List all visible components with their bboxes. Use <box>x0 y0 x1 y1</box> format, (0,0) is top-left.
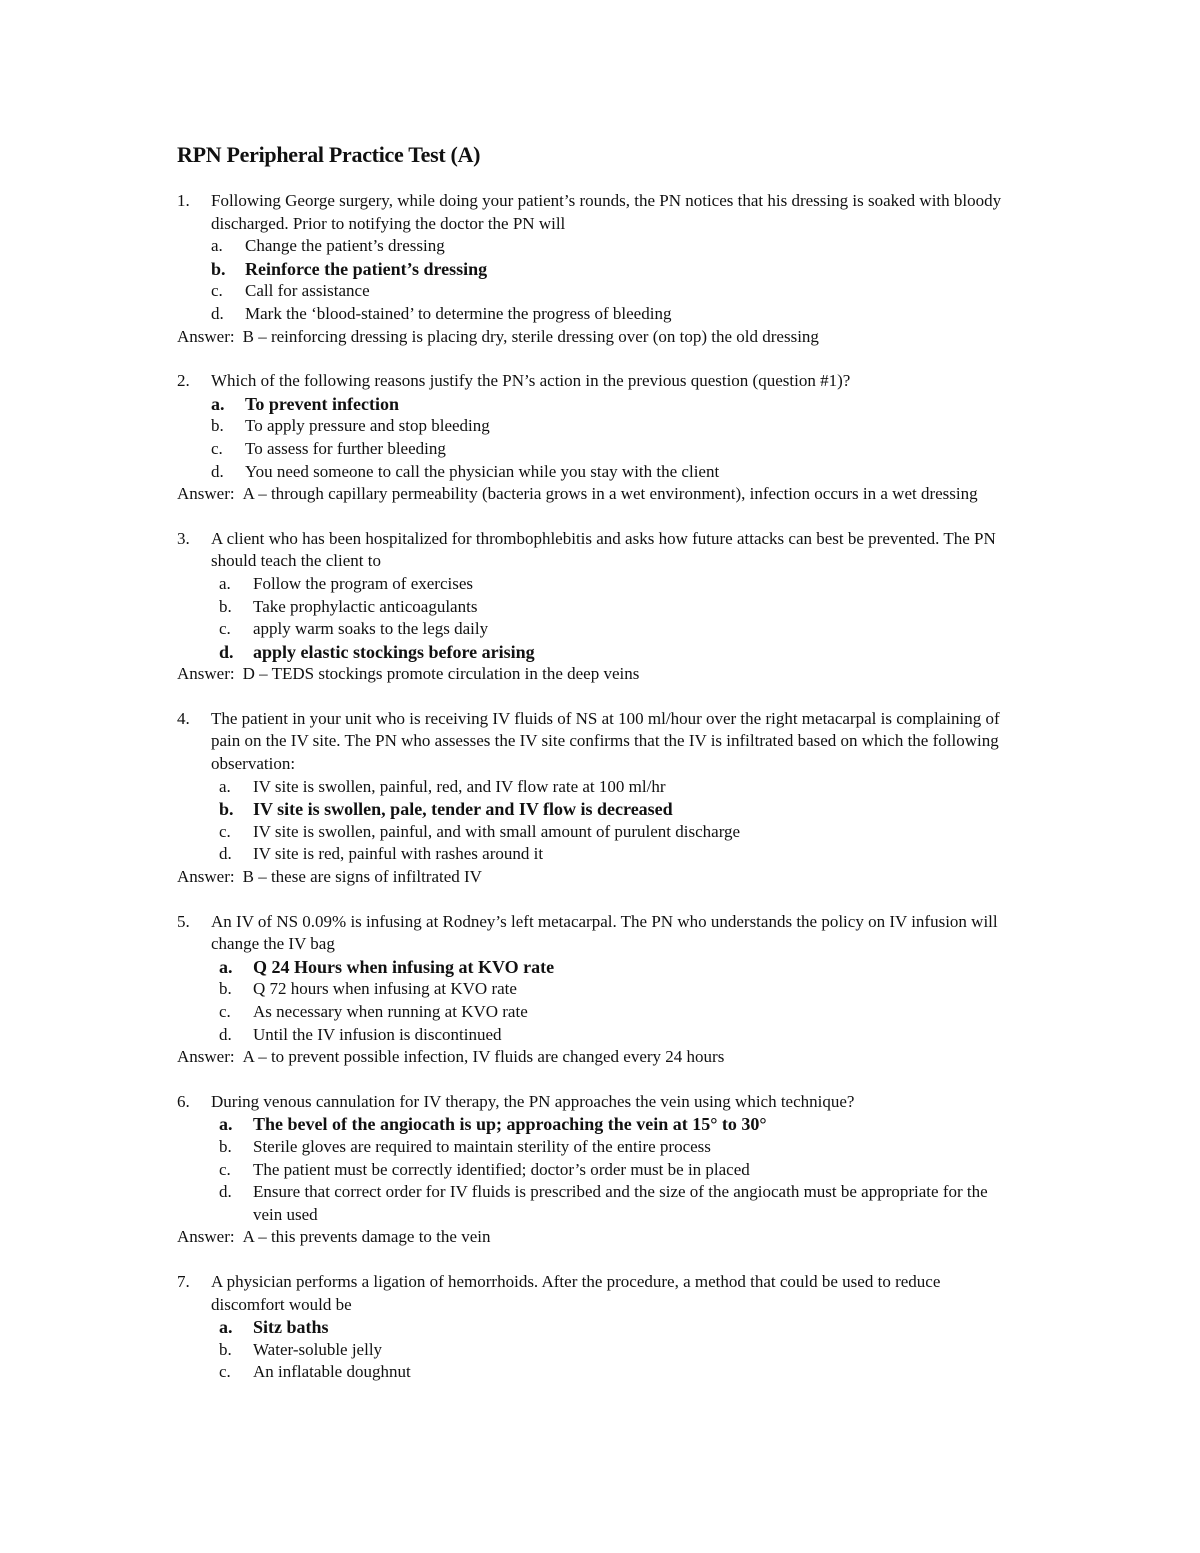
answer-text: D – TEDS stockings promote circulation in the deep veins <box>242 664 640 684</box>
option-text: apply elastic stockings before arising <box>253 641 535 662</box>
option-letter: a. <box>211 393 225 414</box>
option-letter: a. <box>219 573 231 593</box>
option-d <box>177 843 1017 866</box>
question-number: 4. <box>177 708 190 728</box>
answer-line <box>177 1046 1017 1069</box>
option-d <box>177 303 1017 326</box>
option-text: Reinforce the patient’s dressing <box>245 258 488 279</box>
option-letter: d. <box>211 461 224 481</box>
option-letter: b. <box>219 596 232 616</box>
question-number: 3. <box>177 528 190 548</box>
option-text: IV site is red, painful with rashes around it <box>253 844 544 864</box>
answer-label: Answer: <box>177 1047 235 1067</box>
question-number: 6. <box>177 1091 190 1111</box>
option-letter: c. <box>211 281 223 301</box>
option-c <box>177 1361 1017 1384</box>
question-7 <box>177 1271 1017 1384</box>
option-list <box>177 956 1017 1046</box>
question-text: A physician performs a ligation of hemorrhoids. After the procedure, a method that could be used to reduce discomfort would be <box>211 1271 941 1314</box>
option-letter: b. <box>219 799 234 820</box>
option-letter: b. <box>211 416 224 436</box>
option-letter: b. <box>219 1136 232 1156</box>
option-text: The patient must be correctly identified; doctor’s order must be in placed <box>253 1159 750 1179</box>
option-text: Water-soluble jelly <box>253 1339 383 1359</box>
option-text: Ensure that correct order for IV fluids is prescribed and the size of the angiocath must be appropriate for the vein used <box>253 1182 988 1224</box>
option-text: Sterile gloves are required to maintain sterility of the entire process <box>253 1136 711 1156</box>
option-text: Take prophylactic anticoagulants <box>253 596 478 616</box>
option-letter: c. <box>211 438 223 458</box>
option-letter: d. <box>219 641 234 662</box>
option-text: IV site is swollen, painful, and with small amount of purulent discharge <box>253 821 741 841</box>
option-letter: c. <box>219 1362 231 1382</box>
option-b <box>177 1339 1017 1362</box>
answer-label: Answer: <box>177 1227 235 1247</box>
option-d <box>177 1024 1017 1047</box>
option-list <box>177 573 1017 663</box>
answer-text: B – reinforcing dressing is placing dry, sterile dressing over (on top) the old dressing <box>242 326 819 346</box>
option-letter: d. <box>219 1024 232 1044</box>
question-number: 7. <box>177 1271 190 1291</box>
question-stem <box>177 1091 1017 1114</box>
question-number: 1. <box>177 191 190 210</box>
option-letter: a. <box>219 956 233 977</box>
option-letter: c. <box>219 619 231 639</box>
option-d-correct <box>177 641 1017 664</box>
option-letter: c. <box>219 821 231 841</box>
option-letter: a. <box>219 1114 233 1135</box>
question-1 <box>177 190 1017 348</box>
answer-line <box>177 1226 1017 1249</box>
answer-line <box>177 663 1017 686</box>
question-2 <box>177 370 1017 506</box>
option-a <box>177 573 1017 596</box>
option-a <box>177 235 1017 258</box>
option-text: To apply pressure and stop bleeding <box>245 416 490 436</box>
question-3 <box>177 528 1017 686</box>
option-text: The bevel of the angiocath is up; approaching the vein at 15° to 30° <box>253 1114 767 1135</box>
question-stem <box>177 528 1017 573</box>
question-text: An IV of NS 0.09% is infusing at Rodney’s left metacarpal. The PN who understands the policy on IV infusion will change the IV bag <box>211 911 998 954</box>
answer-text: B – these are signs of infiltrated IV <box>242 867 482 887</box>
question-6 <box>177 1091 1017 1249</box>
option-letter: b. <box>219 1339 232 1359</box>
answer-line <box>177 866 1017 889</box>
answer-line <box>177 326 1017 349</box>
option-list <box>177 235 1017 325</box>
option-a-correct <box>177 1316 1017 1339</box>
option-b <box>177 978 1017 1001</box>
answer-line <box>177 483 1017 506</box>
answer-label: Answer: <box>177 867 235 887</box>
option-letter: c. <box>219 1002 231 1021</box>
option-a-correct <box>177 1113 1017 1136</box>
option-letter: a. <box>219 776 231 796</box>
option-text: Sitz baths <box>253 1317 329 1338</box>
option-letter: b. <box>211 258 226 279</box>
option-text: To prevent infection <box>245 393 400 414</box>
option-b <box>177 1136 1017 1159</box>
question-number: 2. <box>177 371 190 391</box>
option-c <box>177 1001 1017 1024</box>
question-text: The patient in your unit who is receiving IV fluids of NS at 100 ml/hour over the right metacarpal is complaining of pain on the IV site. The PN who assesses the IV site confirms that the IV is infiltrated based on which the following observation: <box>211 708 1000 774</box>
answer-label: Answer: <box>177 326 235 346</box>
option-a-correct <box>177 956 1017 979</box>
option-b-correct <box>177 258 1017 281</box>
answer-text: A – through capillary permeability (bacteria grows in a wet environment), infection occurs in a wet dressing <box>242 484 978 504</box>
answer-label: Answer: <box>177 484 235 504</box>
page-title: RPN Peripheral Practice Test (A) <box>177 142 481 167</box>
answer-text: A – to prevent possible infection, IV fluids are changed every 24 hours <box>242 1047 725 1067</box>
option-b-correct <box>177 798 1017 821</box>
option-text: As necessary when running at KVO rate <box>253 1002 528 1021</box>
option-text: Follow the program of exercises <box>253 573 473 593</box>
question-text: A client who has been hospitalized for thrombophlebitis and asks how future attacks can best be prevented. The PN should teach the client to <box>211 528 996 571</box>
answer-text: A – this prevents damage to the vein <box>242 1227 491 1247</box>
option-text: To assess for further bleeding <box>245 438 446 458</box>
option-text: Q 24 Hours when infusing at KVO rate <box>253 956 555 977</box>
question-number: 5. <box>177 911 190 931</box>
question-text: During venous cannulation for IV therapy, the PN approaches the vein using which technique? <box>211 1091 855 1111</box>
option-letter: a. <box>211 236 223 256</box>
option-list <box>177 1316 1017 1384</box>
option-letter: d. <box>219 1182 232 1202</box>
answer-label: Answer: <box>177 664 235 684</box>
question-stem <box>177 708 1017 776</box>
question-stem <box>177 1271 1017 1316</box>
option-c <box>177 1159 1017 1182</box>
option-c <box>177 438 1017 461</box>
option-text: Call for assistance <box>245 281 370 301</box>
option-c <box>177 280 1017 303</box>
option-a <box>177 776 1017 799</box>
option-b <box>177 415 1017 438</box>
option-b <box>177 596 1017 619</box>
question-stem <box>177 911 1017 956</box>
option-letter: c. <box>219 1159 231 1179</box>
option-c <box>177 821 1017 844</box>
question-stem <box>177 370 1017 393</box>
option-text: An inflatable doughnut <box>253 1362 411 1382</box>
option-d <box>177 1181 1017 1226</box>
option-a-correct <box>177 393 1017 416</box>
option-text: Q 72 hours when infusing at KVO rate <box>253 979 517 999</box>
option-letter: a. <box>219 1317 233 1338</box>
question-text: Which of the following reasons justify the PN’s action in the previous question (question #1)? <box>211 371 851 391</box>
question-4 <box>177 708 1017 889</box>
option-text: apply warm soaks to the legs daily <box>253 619 489 639</box>
option-c <box>177 618 1017 641</box>
option-d <box>177 461 1017 484</box>
option-text: Change the patient’s dressing <box>245 236 445 256</box>
question-text: Following George surgery, while doing your patient’s rounds, the PN notices that his dressing is soaked with bloody discharged. Prior to notifying the doctor the PN will <box>211 191 1002 233</box>
option-list <box>177 393 1017 483</box>
option-text: You need someone to call the physician while you stay with the client <box>245 461 720 481</box>
option-list <box>177 776 1017 866</box>
option-list <box>177 1113 1017 1226</box>
option-letter: b. <box>219 979 232 999</box>
option-letter: d. <box>211 303 224 323</box>
question-stem <box>177 190 1017 235</box>
option-text: Until the IV infusion is discontinued <box>253 1024 502 1044</box>
option-text: IV site is swollen, painful, red, and IV flow rate at 100 ml/hr <box>253 776 666 796</box>
option-text: IV site is swollen, pale, tender and IV flow is decreased <box>253 799 673 820</box>
option-text: Mark the ‘blood-stained’ to determine the progress of bleeding <box>245 303 672 323</box>
option-letter: d. <box>219 844 232 864</box>
question-5 <box>177 911 1017 1069</box>
document-content <box>177 140 1017 1406</box>
